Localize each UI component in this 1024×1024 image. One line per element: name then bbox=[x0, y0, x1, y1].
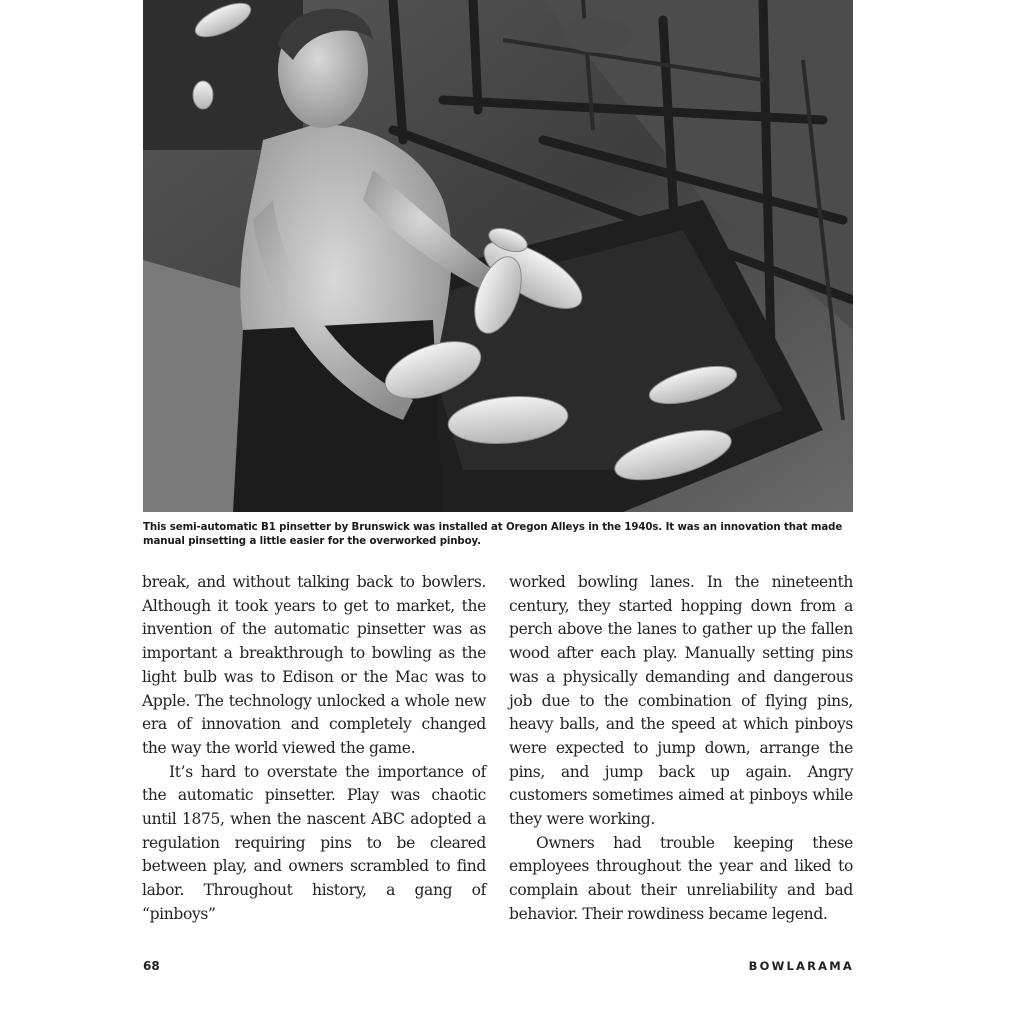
pinsetter-photo bbox=[143, 0, 853, 512]
body-paragraph: It’s hard to overstate the importance of the automatic pinsetter. Play was chaotic until 1875, when the nascent ABC adopted a regulation requiring pins to be cleared between play, and owners scrambled to find labor. Throughout history, a gang of “pinboys” bbox=[142, 762, 486, 923]
body-column-right bbox=[509, 571, 853, 927]
body-paragraph: worked bowling lanes. In the nineteenth century, they started hopping down from a perch above the lanes to gather up the fallen wood after each play. Manually setting pins was a physically demanding and dangerous job due to the combination of flying pins, heavy balls, and the speed at which pinboys were expected to jump down, arrange the pins, and jump back up again. Angry customers sometimes aimed at pinboys while they were working. bbox=[509, 573, 853, 829]
body-paragraph: break, and without talking back to bowlers. Although it took years to get to market, the invention of the automatic pinsetter was as important a breakthrough to bowling as the light bulb was to Edison or the Mac was to Apple. The technology unlocked a whole new era of innovation and completely changed the way the world viewed the game. bbox=[142, 573, 486, 757]
running-head: BOWLARAMA bbox=[748, 959, 854, 973]
body-column-left bbox=[142, 571, 486, 927]
photo-pinsetter-icon bbox=[143, 0, 853, 512]
photo-caption: This semi-automatic B1 pinsetter by Brunswick was installed at Oregon Alleys in the 1940s. It was an innovation that made manual pinsetting a little easier for the overworked pinboy. bbox=[143, 522, 843, 547]
page-number: 68 bbox=[143, 959, 160, 973]
body-paragraph: Owners had trouble keeping these employees throughout the year and liked to complain about their unreliability and bad behavior. Their rowdiness became legend. bbox=[509, 833, 853, 923]
